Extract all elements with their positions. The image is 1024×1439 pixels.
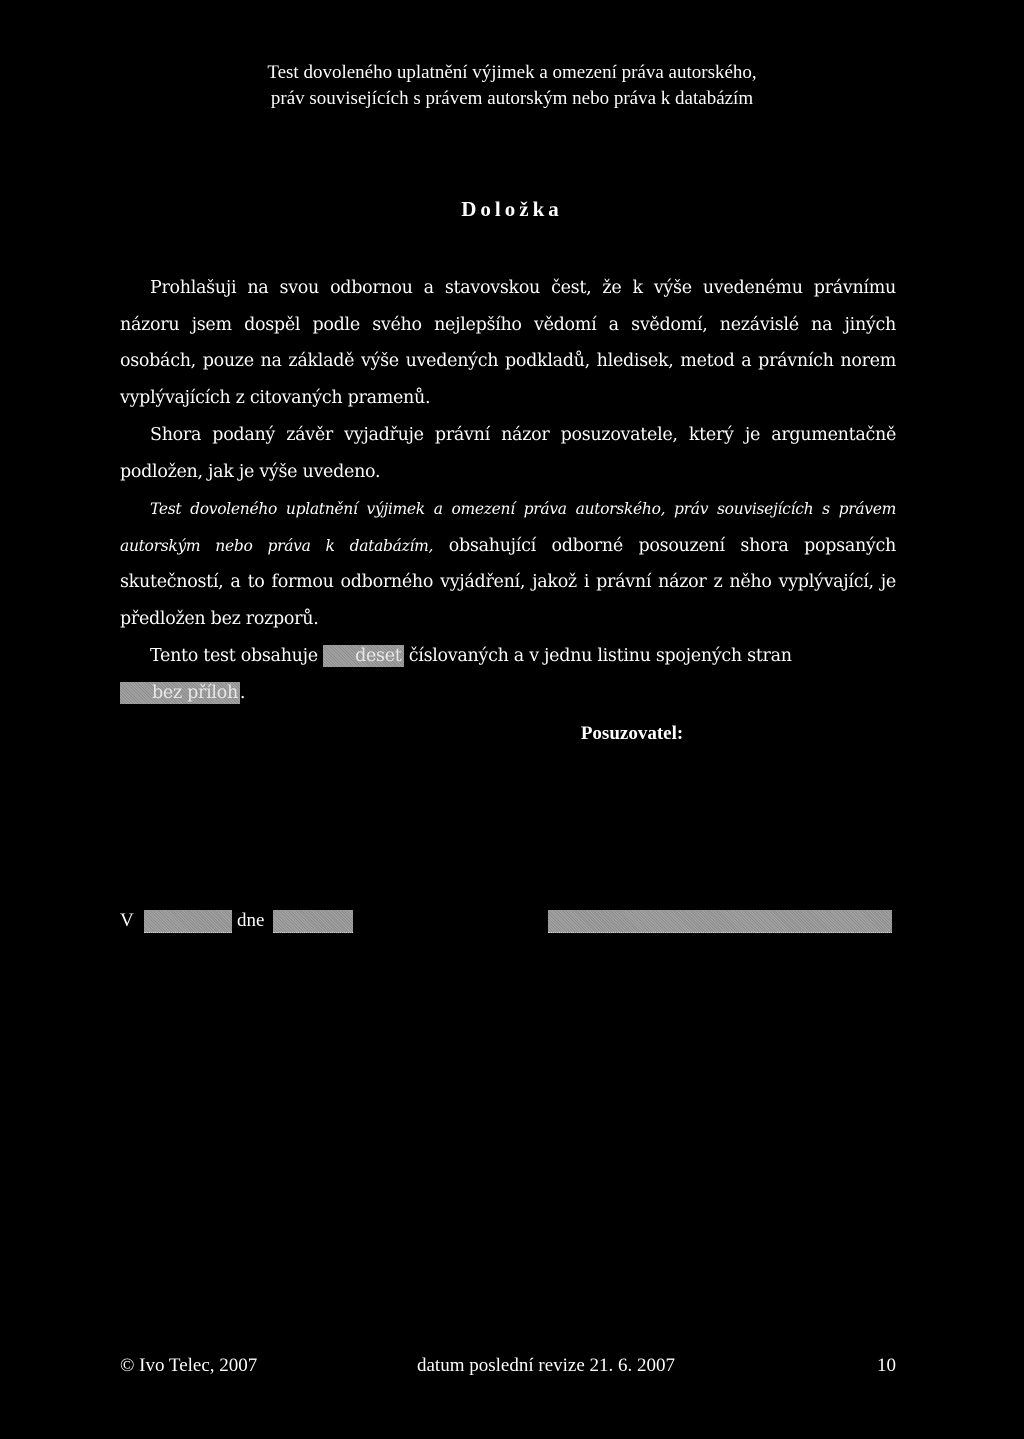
- place-blank: [144, 910, 232, 933]
- footer-copyright: © Ivo Telec, 2007: [120, 1355, 258, 1376]
- header-line-2: práv souvisejících s právem autorským nebo práva k databázím: [270, 88, 754, 109]
- page-footer: [120, 1355, 900, 1381]
- document-body: [120, 270, 896, 711]
- date-blank: [273, 910, 353, 933]
- test-summary-paragraph: [120, 491, 896, 637]
- page-count-suffix: .: [239, 682, 246, 703]
- place-label: V: [120, 910, 134, 931]
- test-summary-text: obsahující odborné posouzení shora popsaných skutečností, a to formou odborného vyjádření, jakož i právní názor z něho vyplývající, je předložen bez rozporů.: [120, 535, 896, 629]
- declaration-paragraph: Prohlašuji na svou odbornou a stavovskou čest, že k výše uvedenému právnímu názoru jsem dospěl podle svého nejlepšího vědomí a svědomí, nezávislé na jiných osobách, pouze na základě výše uvedených podkladů, hledisek, metod a právních norem vyplývajících z citovaných pramenů.: [120, 278, 896, 408]
- test-title-italic: Test dovoleného uplatnění výjimek a omezení práva autorského, práv souvisejících s právem autorským nebo práva k databázím,: [120, 500, 896, 555]
- section-title: Doložka: [461, 197, 563, 221]
- footer-revision-date: datum poslední revize 21. 6. 2007: [417, 1355, 676, 1376]
- header-line-1: Test dovoleného uplatnění výjimek a omezení práva autorského,: [267, 62, 757, 83]
- page-count-prefix: Tento test obsahuje: [150, 646, 324, 666]
- page-count-middle: číslovaných a v jednu listinu spojených stran: [403, 646, 792, 666]
- page-count-paragraph: [120, 638, 896, 711]
- conclusion-paragraph: Shora podaný závěr vyjadřuje právní názor posuzovatele, který je argumentačně podložen, jak je výše uvedeno.: [120, 425, 896, 482]
- reviewer-label: Posuzovatel:: [580, 723, 684, 744]
- attachments-value: bez příloh: [120, 682, 240, 704]
- signature-row: [120, 910, 896, 940]
- footer-page-number: 10: [877, 1355, 896, 1376]
- signature-blank: [548, 910, 892, 933]
- date-label: dne: [237, 910, 265, 931]
- page-count-value: deset: [323, 645, 403, 667]
- running-header: [0, 60, 1024, 112]
